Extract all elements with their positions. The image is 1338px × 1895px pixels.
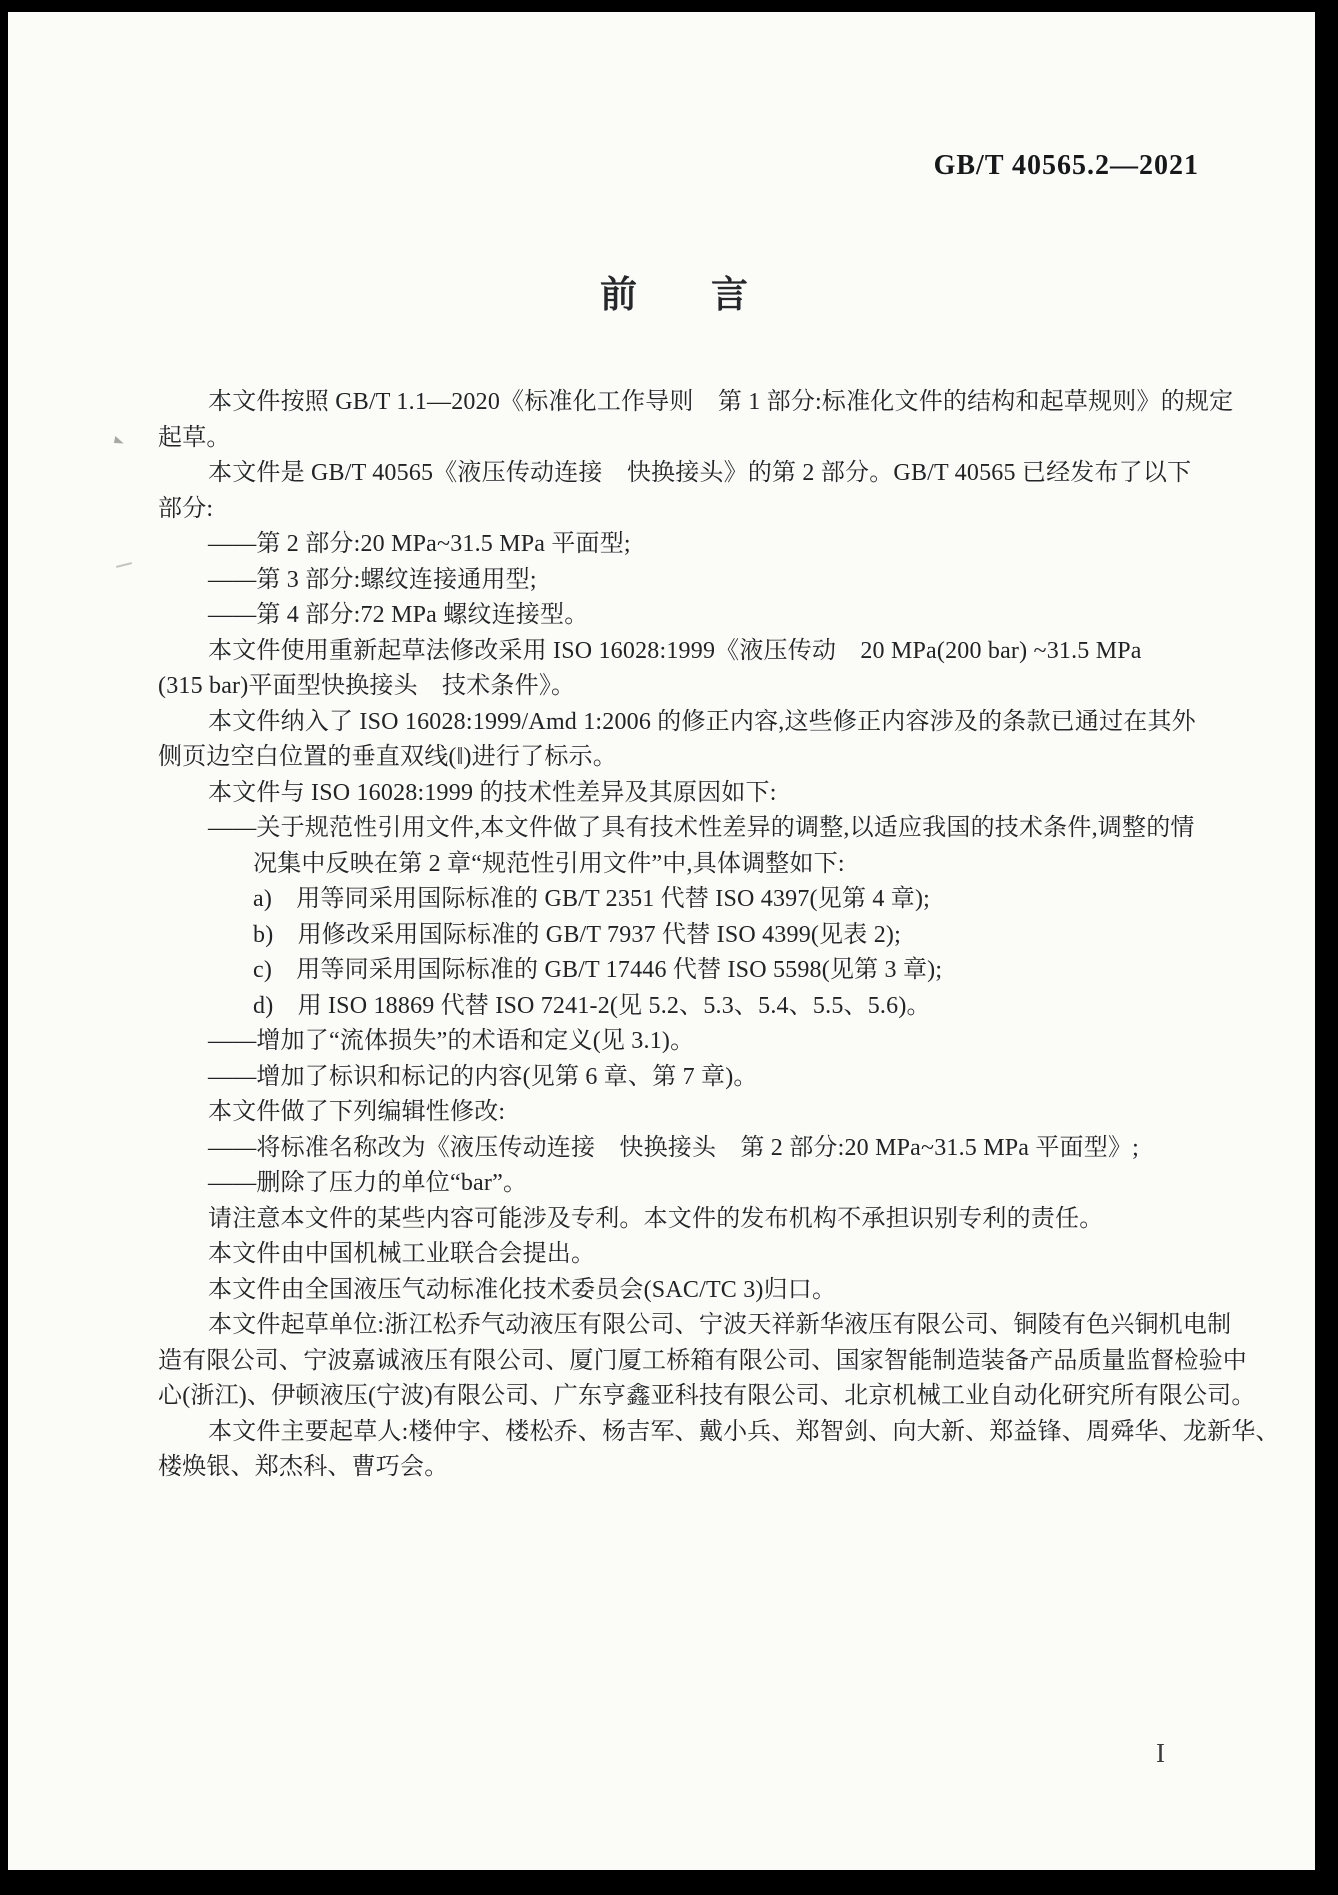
text-line: 心(浙江)、伊顿液压(宁波)有限公司、广东亨鑫亚科技有限公司、北京机械工业自动化研究所有限公司。	[158, 1383, 1256, 1409]
text-line: ——第 3 部分:螺纹连接通用型;	[208, 566, 537, 593]
text-line: ——删除了压力的单位“bar”。	[208, 1170, 528, 1196]
text-line: 本文件由全国液压气动标准化技术委员会(SAC/TC 3)归口。	[208, 1276, 837, 1303]
text-line: 本文件按照 GB/T 1.1—2020《标准化工作导则 第 1 部分:标准化文件的结构和起草规则》的规定	[208, 389, 1234, 415]
text-line: (315 bar)平面型快换接头 技术条件》。	[158, 673, 576, 699]
text-line: ——增加了“流体损失”的术语和定义(见 3.1)。	[208, 1028, 695, 1054]
text-line: a) 用等同采用国际标准的 GB/T 2351 代替 ISO 4397(见第 4 章);	[253, 886, 931, 912]
text-line: ——第 2 部分:20 MPa~31.5 MPa 平面型;	[208, 531, 631, 557]
text-line: 本文件与 ISO 16028:1999 的技术性差异及其原因如下:	[208, 779, 777, 806]
body-text	[158, 385, 1280, 1486]
scanned-page	[8, 12, 1315, 1870]
text-line: 本文件主要起草人:楼仲宇、楼松乔、杨吉军、戴小兵、郑智剑、向大新、郑益锋、周舜华、龙新华、	[208, 1418, 1280, 1445]
text-line: ——将标准名称改为《液压传动连接 快换接头 第 2 部分:20 MPa~31.5 MPa 平面型》;	[208, 1134, 1139, 1161]
text-line: ——增加了标识和标记的内容(见第 6 章、第 7 章)。	[208, 1063, 758, 1090]
page-number: I	[1156, 1738, 1165, 1768]
scan-artifact	[116, 562, 132, 568]
text-line: ——第 4 部分:72 MPa 螺纹连接型。	[208, 602, 589, 628]
text-line: 本文件由中国机械工业联合会提出。	[208, 1241, 596, 1267]
text-line: 造有限公司、宁波嘉诚液压有限公司、厦门厦工桥箱有限公司、国家智能制造装备产品质量监督检验中	[158, 1347, 1247, 1374]
text-line: 楼焕银、郑杰科、曹巧会。	[158, 1454, 449, 1480]
standard-code: GB/T 40565.2—2021	[933, 150, 1199, 181]
text-line: 部分:	[158, 495, 214, 522]
text-line: 起草。	[158, 424, 231, 451]
text-line: b) 用修改采用国际标准的 GB/T 7937 代替 ISO 4399(见表 2);	[253, 921, 901, 948]
text-line: 请注意本文件的某些内容可能涉及专利。本文件的发布机构不承担识别专利的责任。	[208, 1205, 1104, 1232]
text-line: 本文件纳入了 ISO 16028:1999/Amd 1:2006 的修正内容,这些修正内容涉及的条款已通过在其外	[208, 708, 1196, 735]
text-line: 本文件是 GB/T 40565《液压传动连接 快换接头》的第 2 部分。GB/T 40565 已经发布了以下	[208, 460, 1192, 486]
text-line: 况集中反映在第 2 章“规范性引用文件”中,具体调整如下:	[253, 850, 845, 877]
page-title: 前 言	[600, 274, 748, 315]
text-line: 本文件做了下列编辑性修改:	[208, 1099, 506, 1125]
text-line: c) 用等同采用国际标准的 GB/T 17446 代替 ISO 5598(见第 3 章);	[253, 957, 943, 983]
text-line: 本文件起草单位:浙江松乔气动液压有限公司、宁波天祥新华液压有限公司、铜陵有色兴铜机电制	[208, 1312, 1232, 1338]
text-line: ——关于规范性引用文件,本文件做了具有技术性差异的调整,以适应我国的技术条件,调整的情	[208, 815, 1195, 841]
text-line: d) 用 ISO 18869 代替 ISO 7241-2(见 5.2、5.3、5.4、5.5、5.6)。	[253, 992, 931, 1019]
text-line: 侧页边空白位置的垂直双线(‖)进行了标示。	[158, 744, 617, 770]
scan-artifact	[112, 436, 125, 447]
text-line: 本文件使用重新起草法修改采用 ISO 16028:1999《液压传动 20 MPa(200 bar) ~31.5 MPa	[208, 637, 1142, 664]
